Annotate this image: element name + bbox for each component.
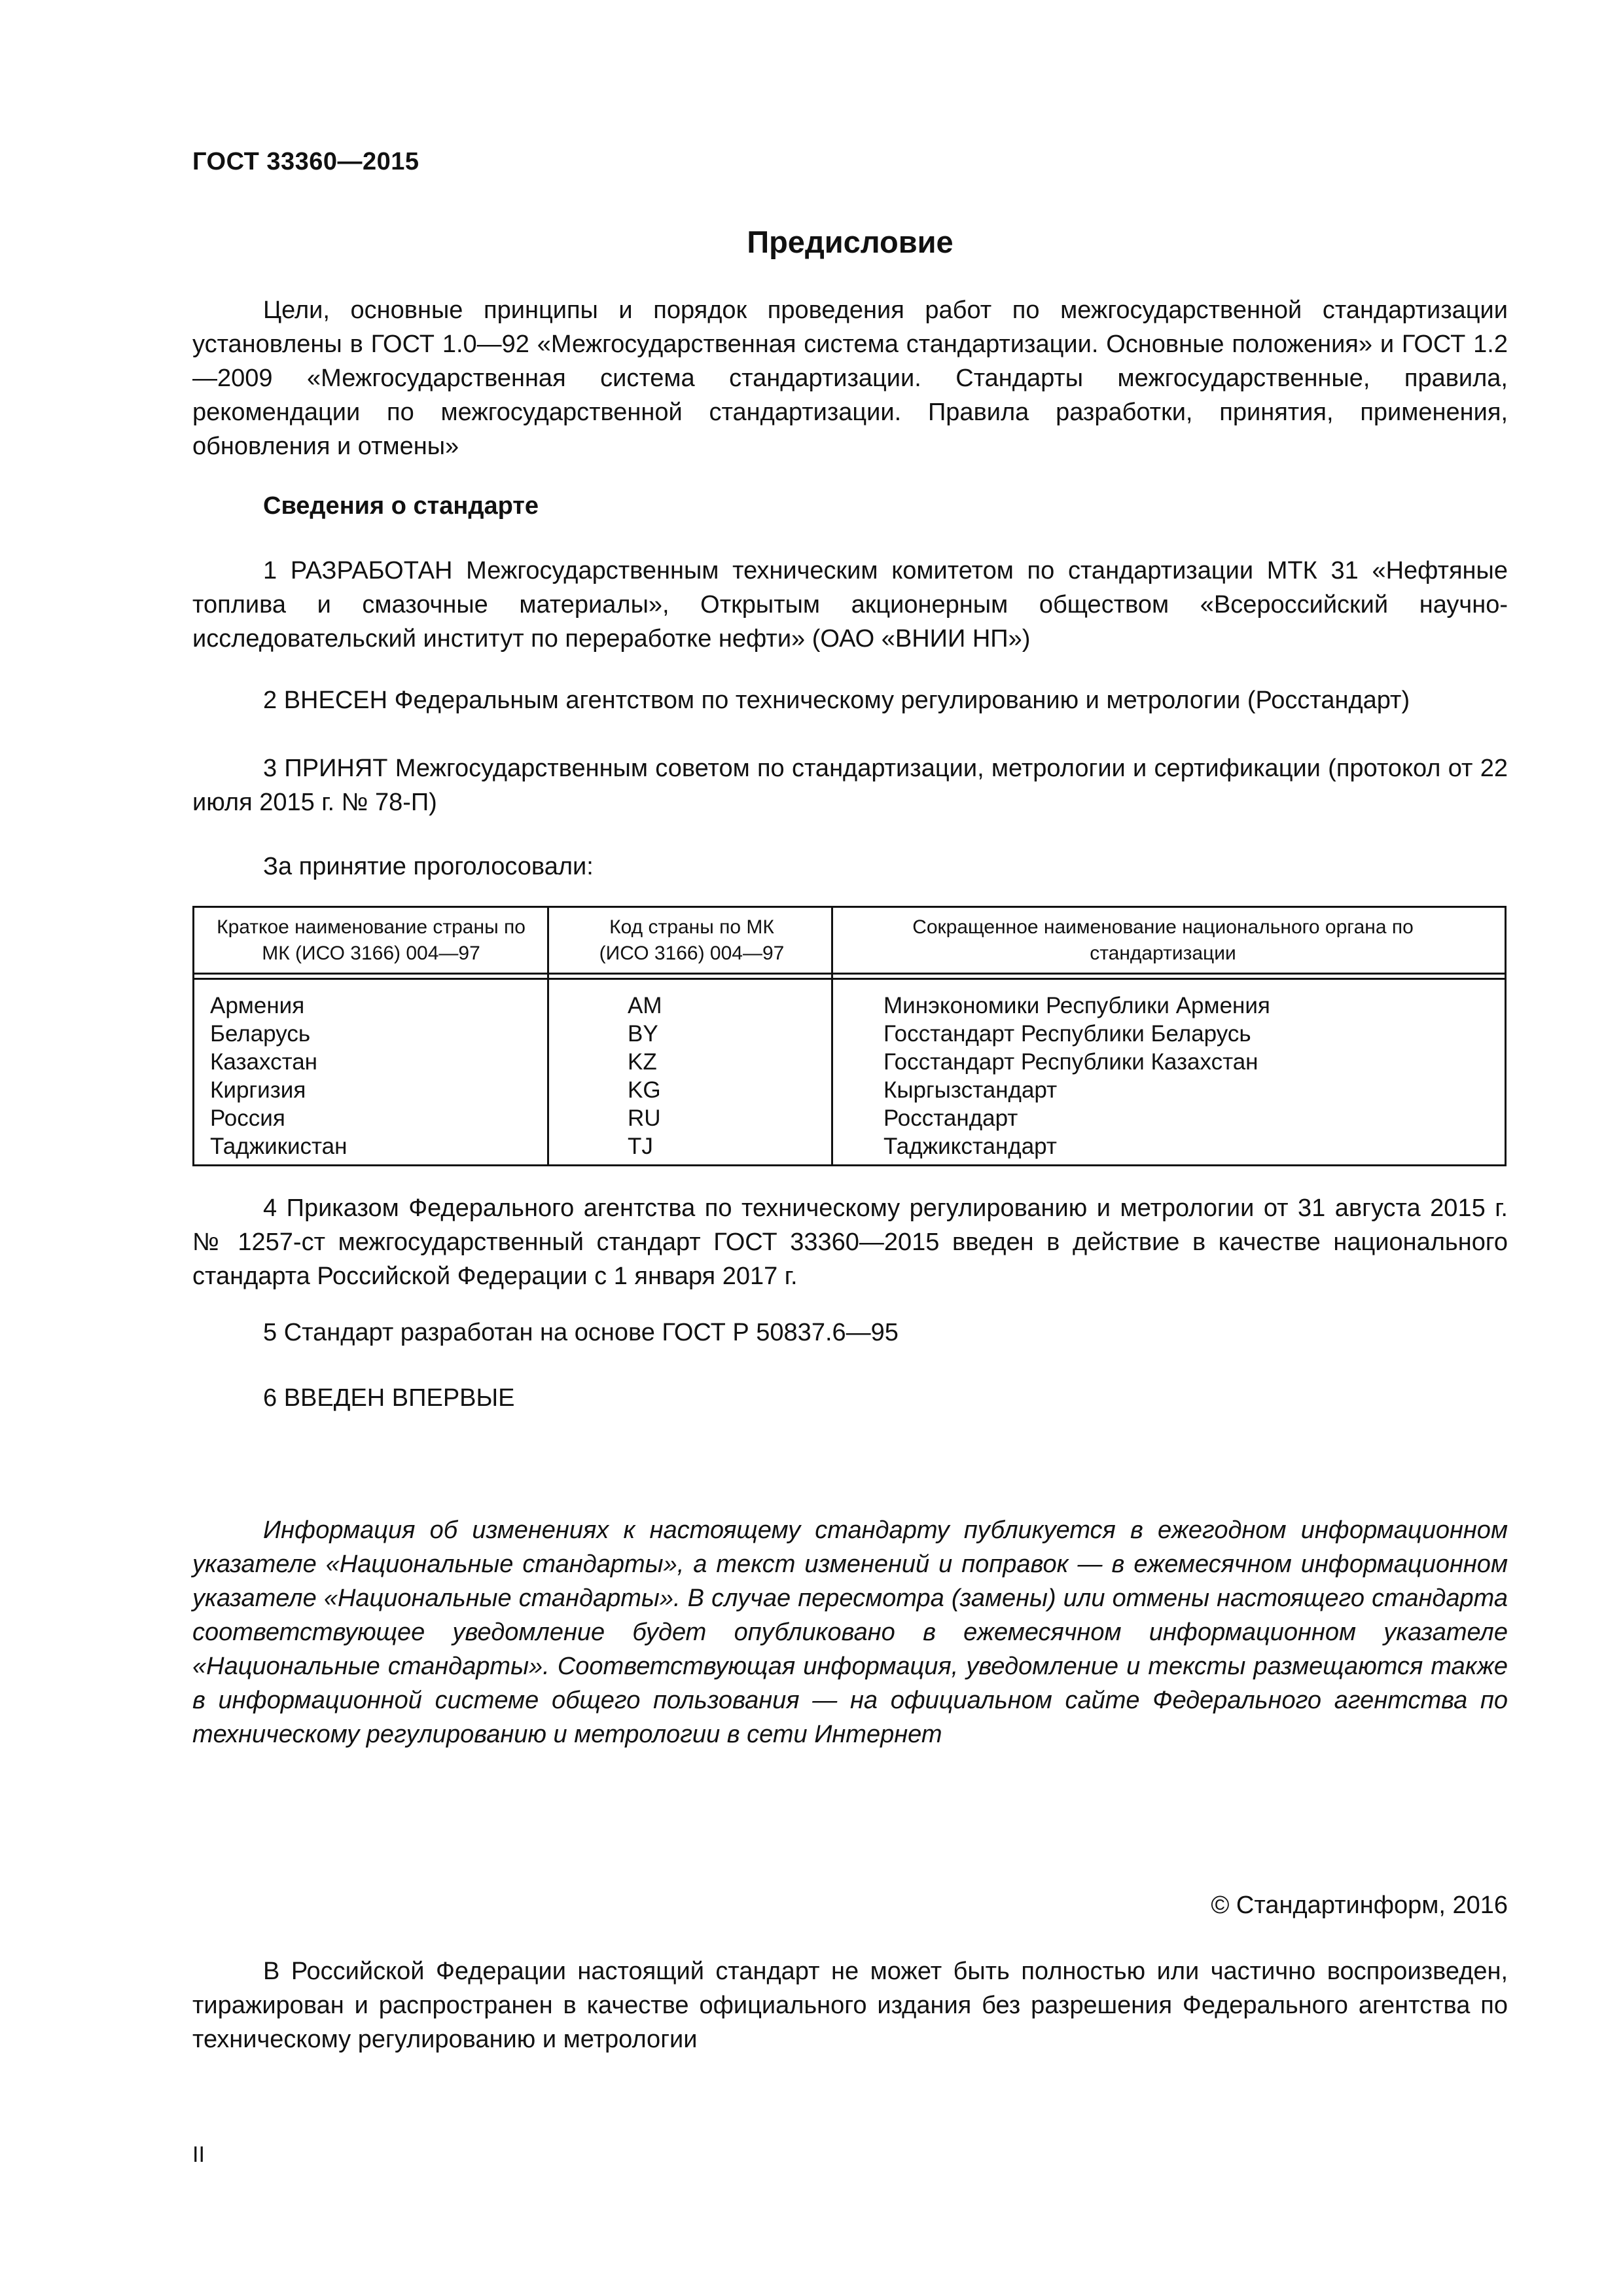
table-cell: Россия [210, 1105, 285, 1131]
table-cell: Армения [210, 993, 305, 1018]
change-notice: Информация об изменениях к настоящему стандарту публикуется в ежегодном информационном указателе «Национальные стандарты», а текст изменений и поправок — в ежемесячном информационном указателе «Национальные стандарты». В случае пересмотра (замены) или отмены настоящего стандарта соответствующее уведомление будет опубликовано в ежемесячном информационном указателе «Национальные стандарты». Соответствующая информация, уведомление и тексты размещаются также в информационной системе общего пользования — на официальном сайте Федерального агентства по техническому регулированию и метрологии в сети Интернет [192, 1516, 1508, 1748]
table-cell: KZ [628, 1049, 657, 1075]
table-header-code: Код страны по МК (ИСО 3166) 004—97 [599, 916, 785, 964]
table-cell: BY [628, 1021, 658, 1047]
table-cell: RU [628, 1105, 661, 1131]
table-column-code [628, 992, 662, 1160]
vote-intro: За принятие проголосовали: [263, 853, 594, 880]
table-cell: Казахстан [210, 1049, 318, 1075]
table-cell: Госстандарт Республики Казахстан [883, 1049, 1258, 1075]
item-3: 3 ПРИНЯТ Межгосударственным советом по стандартизации, метрологии и сертификации (протокол от 22 июля 2015 г. № 78-П) [192, 755, 1508, 816]
table-cell: AM [628, 993, 662, 1018]
item-1: 1 РАЗРАБОТАН Межгосударственным техническим комитетом по стандартизации МТК 31 «Нефтяные топлива и смазочные материалы», Открытым акционерным обществом «Всероссийский научно-исследовательский институт по переработке нефти» (ОАО «ВНИИ НП») [192, 557, 1508, 653]
item-6: 6 ВВЕДЕН ВПЕРВЫЕ [263, 1384, 515, 1412]
copyright: © Стандартинформ, 2016 [1211, 1892, 1508, 1919]
item-2: 2 ВНЕСЕН Федеральным агентством по техническому регулированию и метрологии (Росстандарт) [263, 687, 1410, 714]
table-cell: KG [628, 1077, 661, 1103]
table-header-body: Сокращенное наименование национального органа по стандартизации [912, 916, 1414, 964]
table-column-country [210, 992, 347, 1160]
item-5: 5 Стандарт разработан на основе ГОСТ Р 50837.6—95 [263, 1319, 899, 1346]
document-page [192, 0, 1508, 2296]
table-header-rule [194, 973, 1505, 975]
table-divider [831, 908, 833, 1164]
voting-table [192, 906, 1507, 1166]
table-cell: Минэкономики Республики Армения [883, 993, 1270, 1018]
intro-paragraph: Цели, основные принципы и порядок проведения работ по межгосударственной стандартизации установлены в ГОСТ 1.0—92 «Межгосударственная система стандартизации. Основные положения» и ГОСТ 1.2—2009 «Межгосударственная система стандартизации. Стандарты межгосударственные, правила, рекомендации по межгосударственной стандартизации. Правила разработки, принятия, применения, обновления и отмены» [192, 296, 1508, 460]
page-number: II [192, 2142, 205, 2167]
rights-notice: В Российской Федерации настоящий стандарт не может быть полностью или частично воспроизведен, тиражирован и распространен в качестве официального издания без разрешения Федерального агентства по техническому регулированию и метрологии [192, 1958, 1508, 2053]
table-cell: Таджикистан [210, 1134, 348, 1159]
page-title: Предисловие [747, 224, 954, 259]
table-cell: Госстандарт Республики Беларусь [883, 1021, 1251, 1047]
table-column-body [883, 992, 1270, 1160]
table-cell: Киргизия [210, 1077, 306, 1103]
item-4: 4 Приказом Федерального агентства по техническому регулированию и метрологии от 31 августа 2015 г. № 1257-ст межгосударственный стандарт ГОСТ 33360—2015 введен в действие в качестве национального стандарта Российской Федерации с 1 января 2017 г. [192, 1194, 1508, 1290]
table-cell: Таджикстандарт [883, 1134, 1057, 1159]
table-cell: TJ [628, 1134, 653, 1159]
table-cell: Кыргызстандарт [883, 1077, 1058, 1103]
table-header-country: Краткое наименование страны по МК (ИСО 3166) 004—97 [217, 916, 526, 964]
info-heading: Сведения о стандарте [263, 492, 539, 520]
table-cell: Беларусь [210, 1021, 311, 1047]
document-id: ГОСТ 33360—2015 [192, 148, 419, 175]
table-divider [547, 908, 549, 1164]
table-header-rule [194, 978, 1505, 980]
table-cell: Росстандарт [883, 1105, 1018, 1131]
